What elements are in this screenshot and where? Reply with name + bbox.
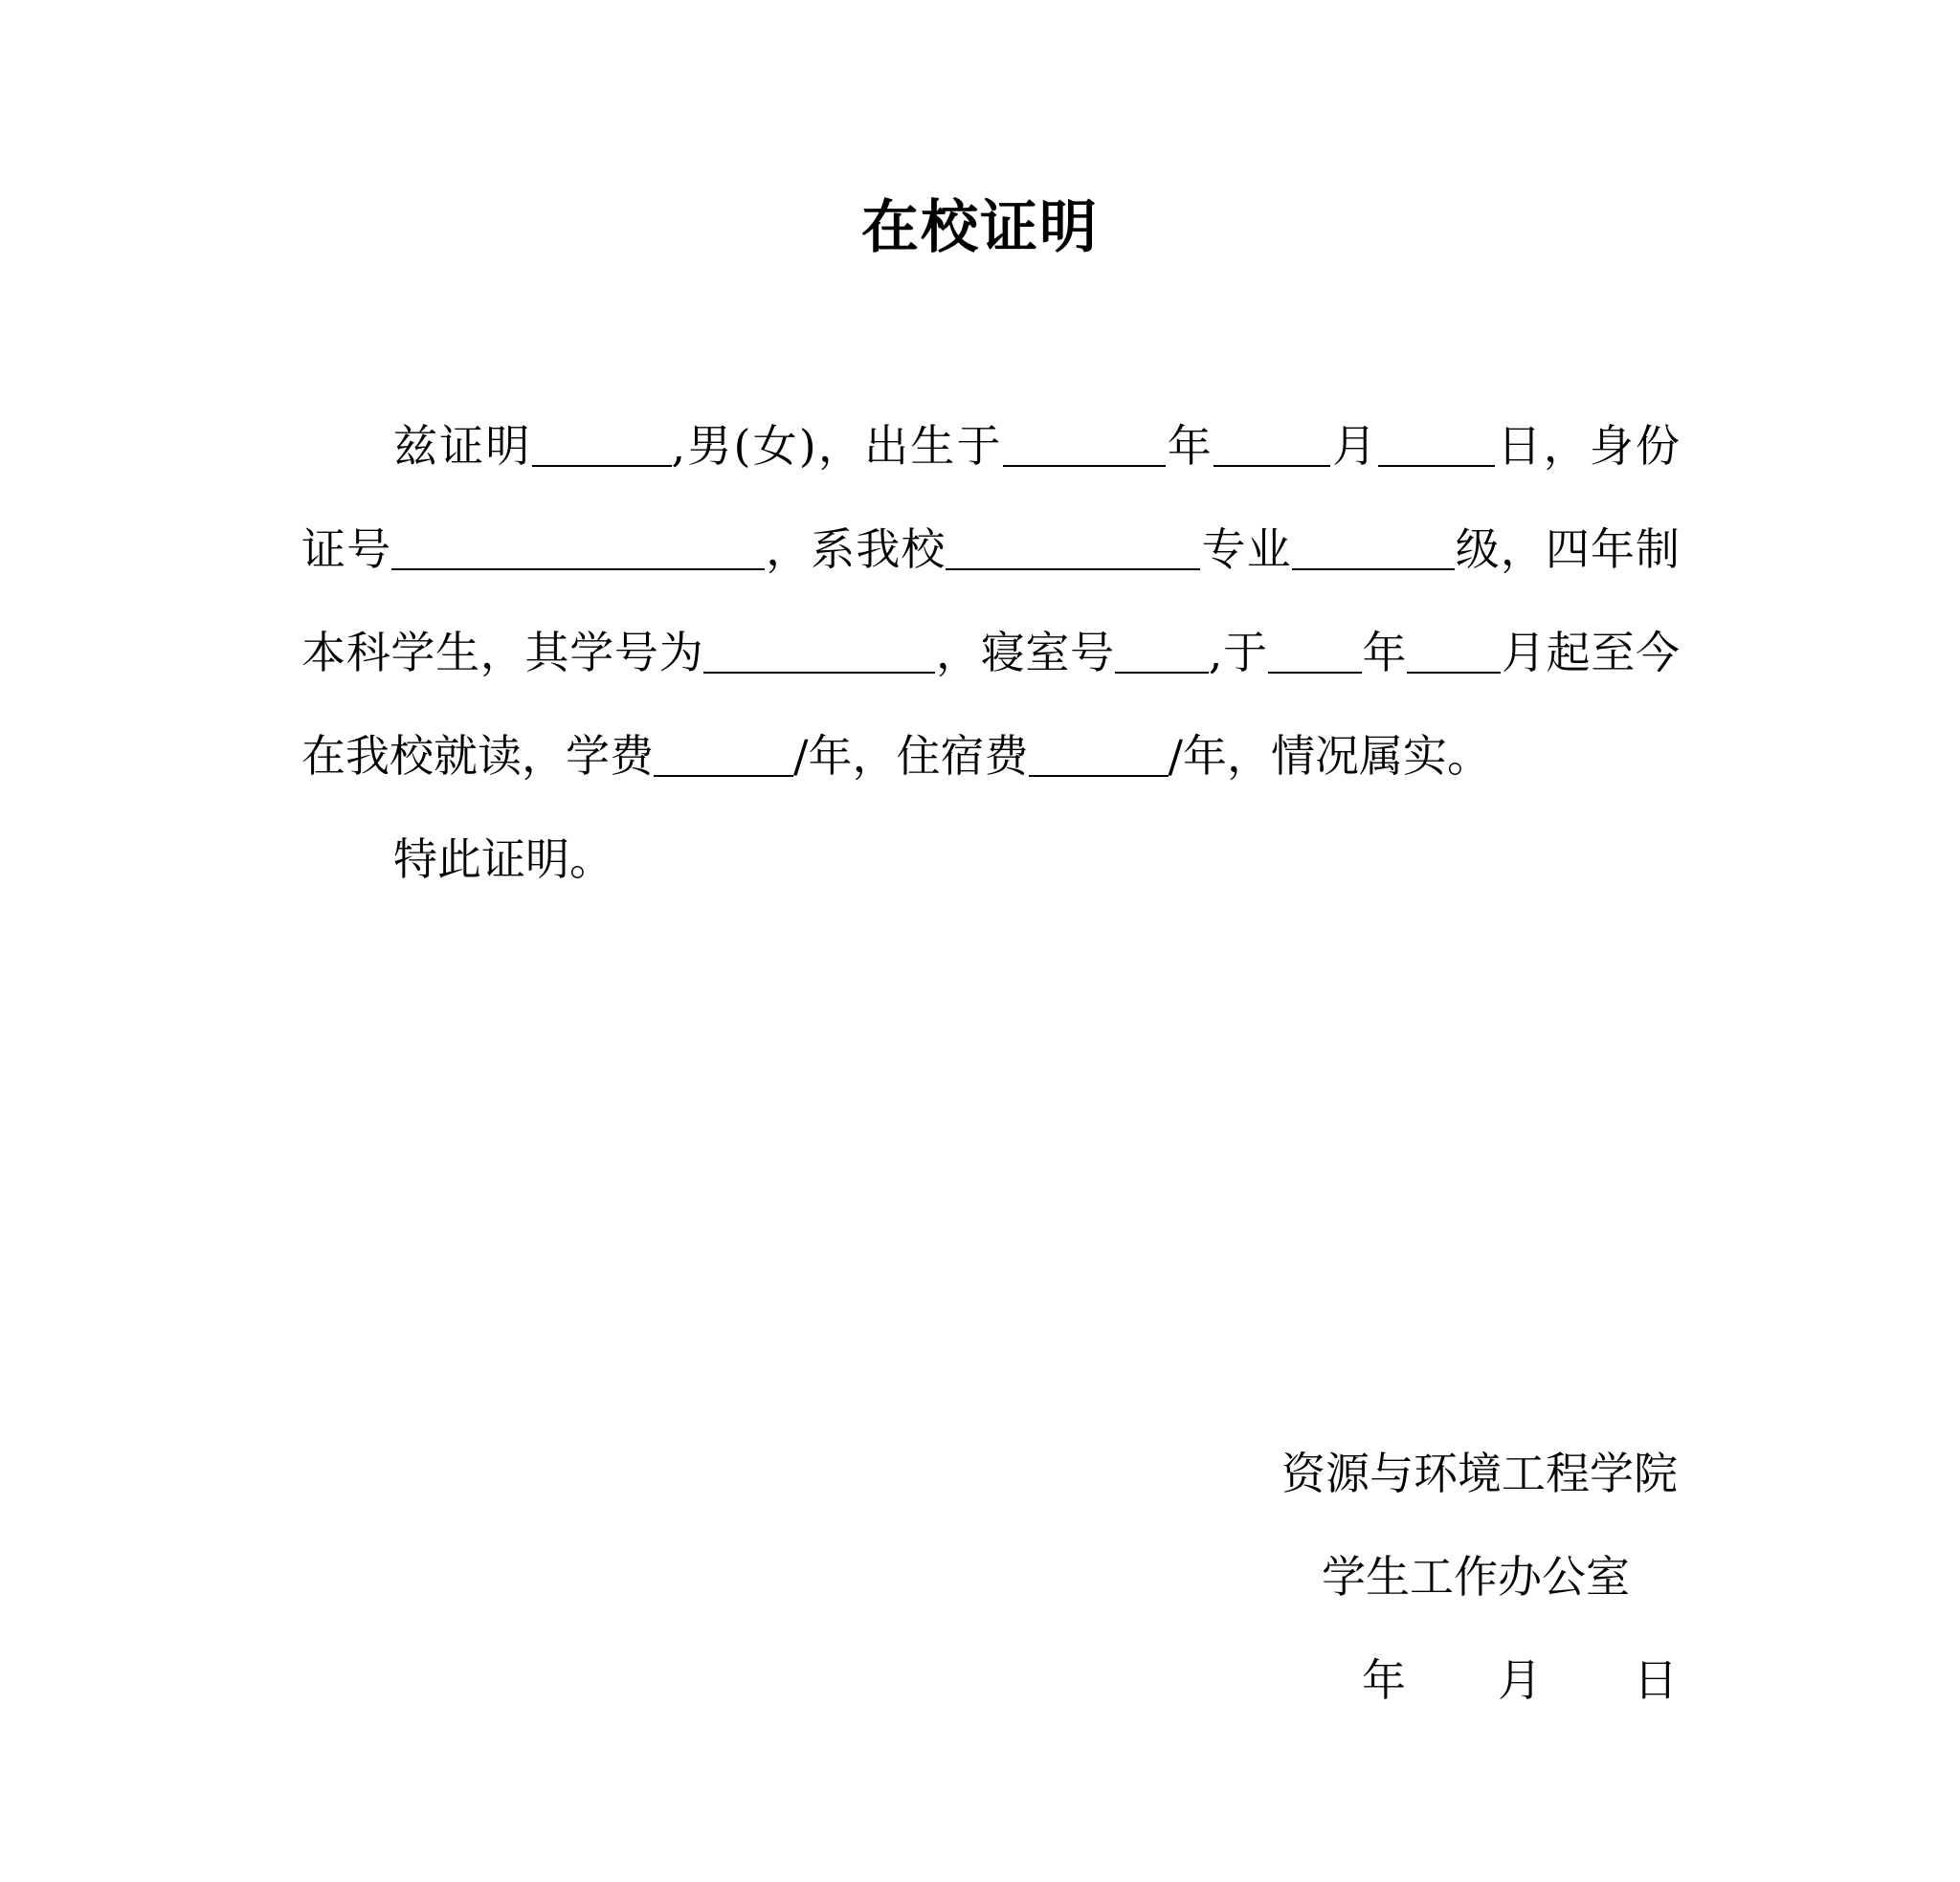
text-segment: ，系我校 [765,523,947,575]
signature-college: 资源与环境工程学院 [1281,1448,1678,1499]
signature-date [1362,1651,1678,1709]
text-segment: ，寝室号 [935,627,1115,678]
text-segment: 月 [1329,420,1379,472]
text-segment: 兹证明 [393,420,532,472]
grade-blank[interactable] [1292,526,1455,570]
closing-paragraph: 特此证明。 [393,833,613,885]
text-segment: 月起至今在我校就读，学费 [301,627,1681,782]
tuition-blank[interactable] [654,733,793,777]
birth-year-blank[interactable] [1003,423,1166,467]
birth-month-blank[interactable] [1214,423,1330,467]
date-month-label: 月 [1498,1654,1542,1706]
document-title: 在校证明 [861,194,1099,261]
certificate-paragraph [301,394,1680,808]
text-segment: 年 [1165,420,1214,472]
date-year-label: 年 [1362,1654,1406,1706]
text-segment: /年，情况属实。 [1168,730,1491,782]
signature-office: 学生工作办公室 [1322,1551,1630,1603]
dorm-number-blank[interactable] [1115,630,1209,674]
text-segment: 日，身份证号 [301,420,1681,575]
text-segment: 专业 [1200,523,1292,575]
date-day-label: 日 [1634,1654,1678,1706]
text-segment: ,男(女)，出生于 [671,420,1003,472]
id-number-blank[interactable] [391,526,765,570]
document-body [301,394,1680,911]
text-segment: /年，住宿费 [793,730,1029,782]
name-blank[interactable] [532,423,672,467]
birth-day-blank[interactable] [1378,423,1495,467]
text-segment: 年 [1361,627,1408,678]
major-blank[interactable] [946,526,1200,570]
accommodation-fee-blank[interactable] [1029,733,1169,777]
text-segment: 级，四年制本科学生，其学号为 [301,523,1681,678]
enroll-month-blank[interactable] [1407,630,1501,674]
student-id-blank[interactable] [703,630,935,674]
enroll-year-blank[interactable] [1268,630,1362,674]
text-segment: ,于 [1208,627,1268,678]
